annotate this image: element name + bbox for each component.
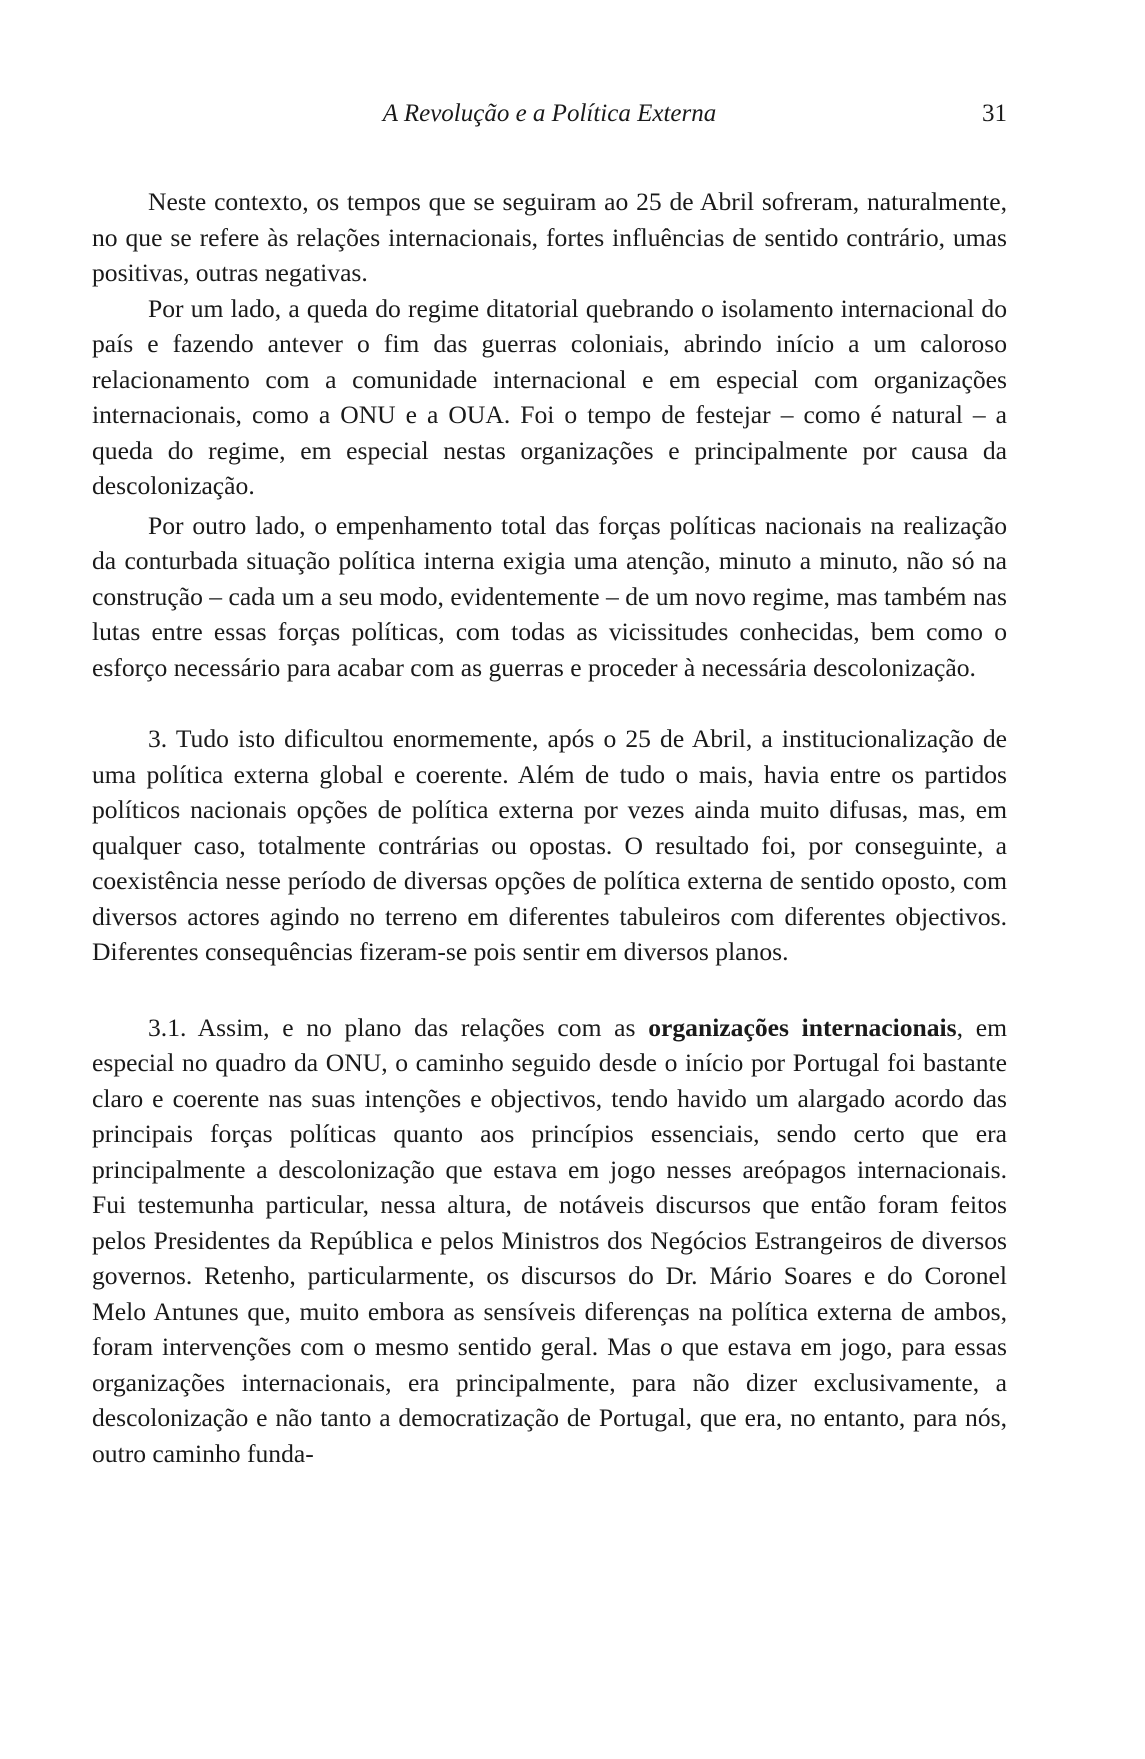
paragraph-context: Neste contexto, os tempos que se seguiram ao 25 de Abril sofreram, naturalmente, no que se refere às relações internacionais, fortes influências de sentido contrário, umas positivas, outras negativas.: [92, 187, 1007, 287]
running-header: [92, 96, 1007, 132]
section-3-1-rest: , em especial no quadro da ONU, o caminho seguido desde o início por Portugal foi bastante claro e coerente nas suas intenções e objectivos, tendo havido um alargado acordo das principais forças políticas quanto aos princípios essenciais, sendo certo que era principalmente a descolonização que estava em jogo nesses areópagos internacionais. Fui testemunha particular, nessa altura, de notáveis discursos que então foram feitos pelos Presidentes da República e pelos Ministros dos Negócios Estrangeiros de diversos governos. Retenho, particularmente, os discursos do Dr. Mário Soares e do Coronel Melo Antunes que, muito embora as sensíveis diferenças na política externa de ambos, foram intervenções com o mesmo sentido geral. Mas o que estava em jogo, para essas organizações internacionais, era principalmente, para não dizer exclusivamente, a descolonização e não tanto a democratização de Portugal, que era, no entanto, para nós, outro caminho funda-: [92, 1012, 1007, 1468]
paragraph-on-one-hand: Por um lado, a queda do regime ditatorial quebrando o isolamento internacional do país e fazendo antever o fim das guerras coloniais, abrindo início a um caloroso relacionamento com a comunidade internacional e em especial com organizações internacionais, como a ONU e a OUA. Foi o tempo de festejar – como é natural – a queda do regime, em especial nestas organizações e principalmente por causa da descolonização.: [92, 293, 1007, 500]
paragraph-section-3-1: [92, 1010, 1007, 1472]
running-title: A Revolução e a Política Externa: [382, 100, 717, 127]
paragraph-on-other-hand: Por outro lado, o empenhamento total das forças políticas nacionais na realização da conturbada situação política interna exigia uma atenção, minuto a minuto, não só na construção – cada um a seu modo, evidentemente – de um novo regime, mas também nas lutas entre essas forças políticas, com todas as vicissitudes conhecidas, bem como o esforço necessário para acabar com as guerras e proceder à necessária descolonização.: [92, 510, 1007, 682]
body-text: [92, 184, 1007, 1471]
bold-term: organizações internacionais: [648, 1012, 957, 1042]
page-number: 31: [982, 100, 1007, 127]
paragraph-section-3: 3. Tudo isto dificultou enormemente, após o 25 de Abril, a institucionalização de uma política externa global e coerente. Além de tudo o mais, havia entre os partidos políticos nacionais opções de política externa por vezes ainda muito difusas, mas, em qualquer caso, totalmente contrárias ou opostas. O resultado foi, por conseguinte, a coexistência nesse período de diversas opções de política externa de sentido oposto, com diversos actores agindo no terreno em diferentes tabuleiros com diferentes objectivos. Diferentes consequências fizeram-se pois sentir em diversos planos.: [92, 724, 1007, 966]
section-3-1-lead: 3.1. Assim, e no plano das relações com as: [148, 1012, 649, 1042]
